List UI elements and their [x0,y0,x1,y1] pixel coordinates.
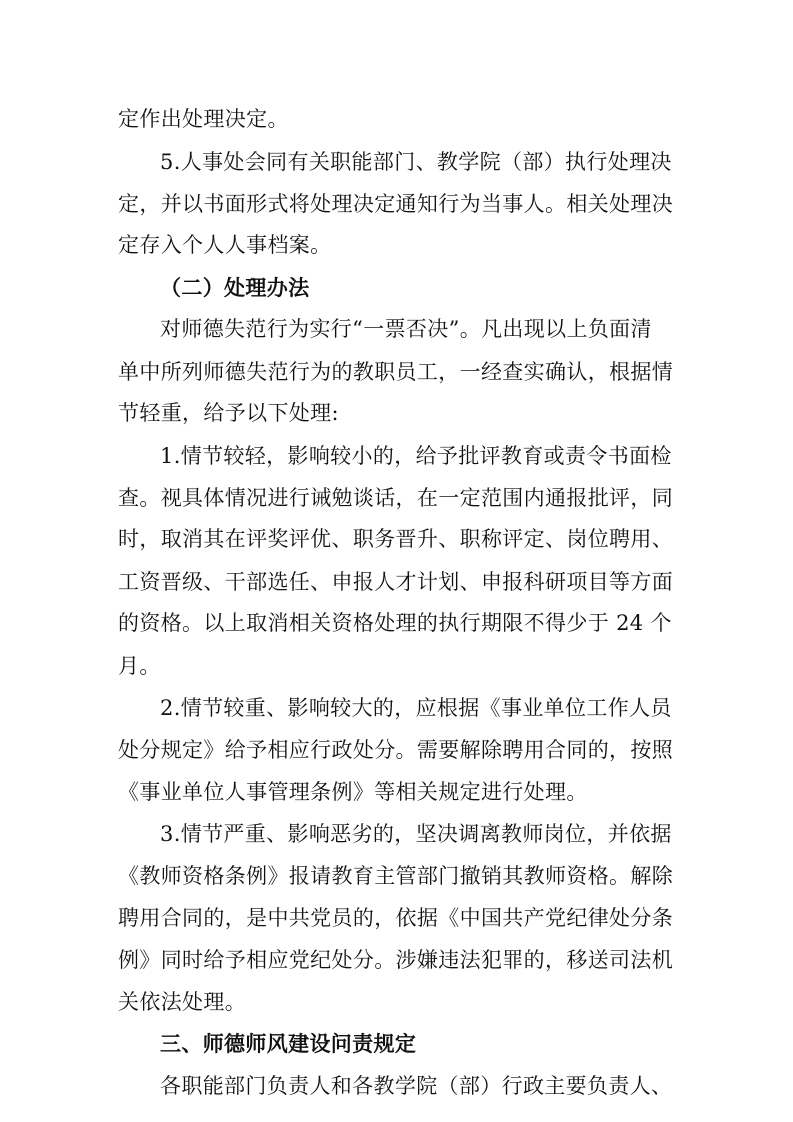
list-item-1: 1.情节较轻，影响较小的，给予批评教育或责令书面检 [160,444,672,468]
body-text-line: 关依法处理。 [118,990,247,1014]
body-text-line: 工资晋级、干部选任、申报人才计划、申报科研项目等方面 [118,570,674,594]
list-item-3: 3.情节严重、影响恶劣的，坚决调离教师岗位，并依据 [160,822,672,846]
body-text-line: 聘用合同的，是中共党员的，依据《中国共产党纪律处分条 [118,906,674,930]
body-text-line: 单中所列师德失范行为的教职员工，一经查实确认，根据情 [118,360,674,384]
list-item-5: 5.人事处会同有关职能部门、教学院（部）执行处理决 [160,150,672,174]
list-item-2: 2.情节较重、影响较大的，应根据《事业单位工作人员 [160,696,672,720]
body-text-line: 查。视具体情况进行诫勉谈话，在一定范围内通报批评，同 [118,486,674,510]
body-text-line: 定，并以书面形式将处理决定通知行为当事人。相关处理决 [118,192,674,216]
paragraph-start: 各职能部门负责人和各教学院（部）行政主要负责人、 [160,1074,673,1098]
body-text-line: 定作出处理决定。 [118,107,289,131]
body-text-line: 月。 [118,654,161,678]
body-text-line: 例》同时给予相应党纪处分。涉嫌违法犯罪的，移送司法机 [118,948,674,972]
section-heading-handling-methods: （二）处理办法 [160,276,310,300]
body-text-line: 时，取消其在评奖评优、职务晋升、职称评定、岗位聘用、 [118,527,674,551]
body-text-line: 节轻重，给予以下处理: [118,401,339,425]
paragraph-start: 对师德失范行为实行“一票否决”。凡出现以上负面清 [160,317,652,341]
body-text-line: 《事业单位人事管理条例》等相关规定进行处理。 [118,780,588,804]
body-text-line: 《教师资格条例》报请教育主管部门撤销其教师资格。解除 [118,864,674,888]
section-heading-accountability: 三、师德师风建设问责规定 [160,1032,417,1056]
body-text-line: 的资格。以上取消相关资格处理的执行期限不得少于 24 个 [118,611,672,635]
body-text-line: 定存入个人人事档案。 [118,233,332,257]
body-text-line: 处分规定》给予相应行政处分。需要解除聘用合同的，按照 [118,738,674,762]
